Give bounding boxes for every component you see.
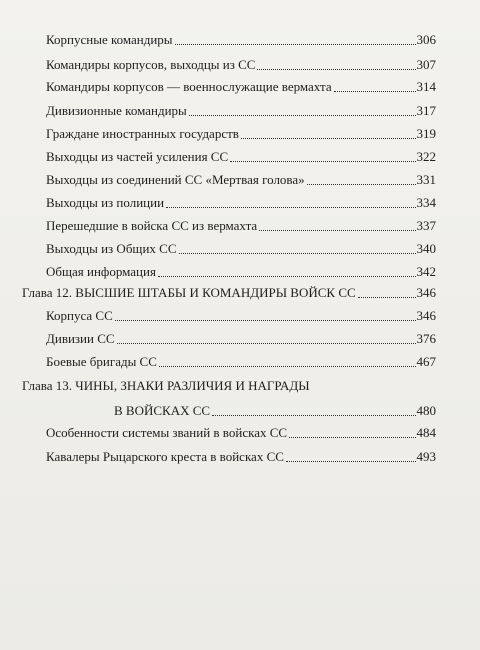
toc-entry-title: Граждане иностранных государств [46, 126, 239, 141]
dot-leader [179, 253, 416, 254]
toc-entry-page: 331 [416, 172, 436, 187]
toc-entry-page: 484 [416, 425, 436, 440]
toc-entry-page: 314 [416, 79, 436, 94]
toc-entry-title: Корпусные командиры [46, 32, 173, 47]
dot-leader [212, 415, 415, 416]
toc-entry-page: 317 [416, 103, 436, 118]
dot-leader [286, 461, 416, 462]
toc-entry[interactable] [46, 57, 436, 73]
toc-chapter-title: В ВОЙСКАХ СС [114, 403, 211, 418]
toc-entry[interactable] [46, 103, 436, 119]
toc-chapter-title: Глава 13. ЧИНЫ, ЗНАКИ РАЗЛИЧИЯ И НАГРАДЫ [22, 378, 310, 393]
dot-leader [289, 437, 415, 438]
dot-leader [259, 230, 415, 231]
dot-leader [307, 184, 416, 185]
dot-leader [257, 69, 415, 70]
dot-leader [358, 297, 416, 298]
toc-entry-page: 480 [416, 403, 436, 418]
toc-entry[interactable] [46, 79, 436, 95]
toc-entry[interactable] [46, 32, 436, 48]
dot-leader [115, 320, 416, 321]
toc-entry-title: Особенности системы званий в войсках СС [46, 425, 288, 440]
toc-entry-title: Боевые бригады СС [46, 354, 157, 369]
toc-entry-page: 493 [416, 449, 436, 464]
toc-entry[interactable] [46, 264, 436, 280]
toc-entry-title: Командиры корпусов, выходцы из СС [46, 57, 256, 72]
toc-entry-page: 319 [416, 126, 436, 141]
dot-leader [241, 138, 416, 139]
toc-entry[interactable] [46, 172, 436, 188]
toc-entry-title: Общая информация [46, 264, 156, 279]
toc-entry-title: Командиры корпусов — военнослужащие вермахта [46, 79, 332, 94]
dot-leader [117, 343, 416, 344]
toc-entry[interactable] [46, 449, 436, 465]
toc-entry-page: 306 [416, 32, 436, 47]
toc-entry-page: 340 [416, 241, 436, 256]
toc-entry[interactable] [46, 425, 436, 441]
toc-entry-page: 467 [416, 354, 436, 369]
toc-entry-title: Перешедшие в войска СС из вермахта [46, 218, 258, 233]
toc-entry-title: Выходцы из полиции [46, 195, 165, 210]
toc-chapter[interactable] [22, 378, 436, 394]
toc-entry-page: 337 [416, 218, 436, 233]
dot-leader [334, 91, 416, 92]
dot-leader [189, 115, 416, 116]
toc-entry-title: Корпуса СС [46, 308, 113, 323]
toc-entry-page: 346 [416, 285, 436, 300]
toc-entry-title: Дивизии СС [46, 331, 115, 346]
toc-entry-title: Кавалеры Рыцарского креста в войсках СС [46, 449, 284, 464]
toc-entry[interactable] [46, 308, 436, 324]
toc-entry-title: Выходцы из Общих СС [46, 241, 177, 256]
toc-entry[interactable] [46, 126, 436, 142]
dot-leader [159, 366, 416, 367]
toc-chapter-title: Глава 12. ВЫСШИЕ ШТАБЫ И КОМАНДИРЫ ВОЙСК СС [22, 285, 356, 300]
toc-entry-page: 376 [416, 331, 436, 346]
toc-entry-page: 346 [416, 308, 436, 323]
toc-entry[interactable] [46, 218, 436, 234]
toc-entry[interactable] [46, 331, 436, 347]
toc-chapter[interactable] [22, 285, 436, 301]
toc-entry-page: 342 [416, 264, 436, 279]
toc-entry[interactable] [46, 354, 436, 370]
toc-entry-page: 307 [416, 57, 436, 72]
toc-entry[interactable] [46, 195, 436, 211]
toc-chapter-continuation[interactable] [114, 403, 436, 419]
dot-leader [158, 276, 416, 277]
toc-entry-title: Выходцы из соединений СС «Мертвая голова» [46, 172, 305, 187]
toc-entry-page: 322 [416, 149, 436, 164]
toc-entry-title: Выходцы из частей усиления СС [46, 149, 229, 164]
dot-leader [230, 161, 415, 162]
toc-entry-title: Дивизионные командиры [46, 103, 187, 118]
dot-leader [175, 44, 416, 45]
toc-entry[interactable] [46, 241, 436, 257]
toc-entry[interactable] [46, 149, 436, 165]
dot-leader [166, 207, 415, 208]
toc-entry-page: 334 [416, 195, 436, 210]
